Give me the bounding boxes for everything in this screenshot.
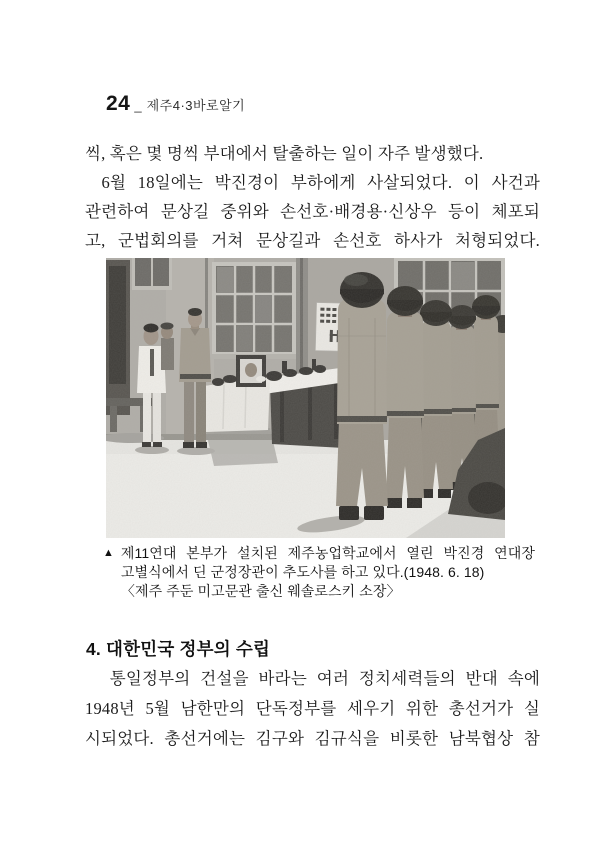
text-line: 시되었다. 총선거에는 김구와 김규식을 비롯한 남북협상 참 xyxy=(85,729,540,748)
page-number: 24 xyxy=(106,92,131,115)
caption-triangle-marker: ▲ xyxy=(103,547,114,559)
text-line: 1948년 5월 남한만의 단독정부를 세우기 위한 총선거가 실 xyxy=(85,699,540,718)
caption-line: 고별식에서 딘 군정장관이 추도사를 하고 있다.(1948. 6. 18) xyxy=(120,564,485,580)
book-title: 제주4·3바로알기 xyxy=(146,98,246,113)
memorial-photo-figure xyxy=(106,258,505,538)
intro-paragraph xyxy=(85,139,540,255)
text-line: 6월 18일에는 박진경이 부하에게 사살되었다. 이 사건과 xyxy=(101,173,540,192)
memorial-photo xyxy=(106,258,505,538)
caption-line: 제11연대 본부가 설치된 제주농업학교에서 열린 박진경 연대장 xyxy=(120,545,535,561)
text-line: 관련하여 문상길 중위와 손선호·배경용·신상우 등이 체포되 xyxy=(85,202,540,221)
text-line: 씩, 혹은 몇 명씩 부대에서 탈출하는 일이 자주 발생했다. xyxy=(85,144,484,163)
caption-line: 〈제주 주둔 미고문관 출신 웨솔로스키 소장〉 xyxy=(120,583,401,599)
page-header xyxy=(106,92,245,116)
section-heading: 4. 대한민국 정부의 수립 xyxy=(86,639,271,659)
header-separator: _ xyxy=(134,98,142,113)
text-line: 고, 군법회의를 거쳐 문상길과 손선호 하사가 처형되었다. xyxy=(85,231,540,250)
text-line: 통일정부의 건설을 바라는 여러 정치세력들의 반대 속에 xyxy=(109,669,540,688)
caption-text xyxy=(121,544,535,601)
section-paragraph xyxy=(85,664,540,754)
photo-grain-overlay xyxy=(106,258,505,538)
photo-caption xyxy=(103,544,535,601)
